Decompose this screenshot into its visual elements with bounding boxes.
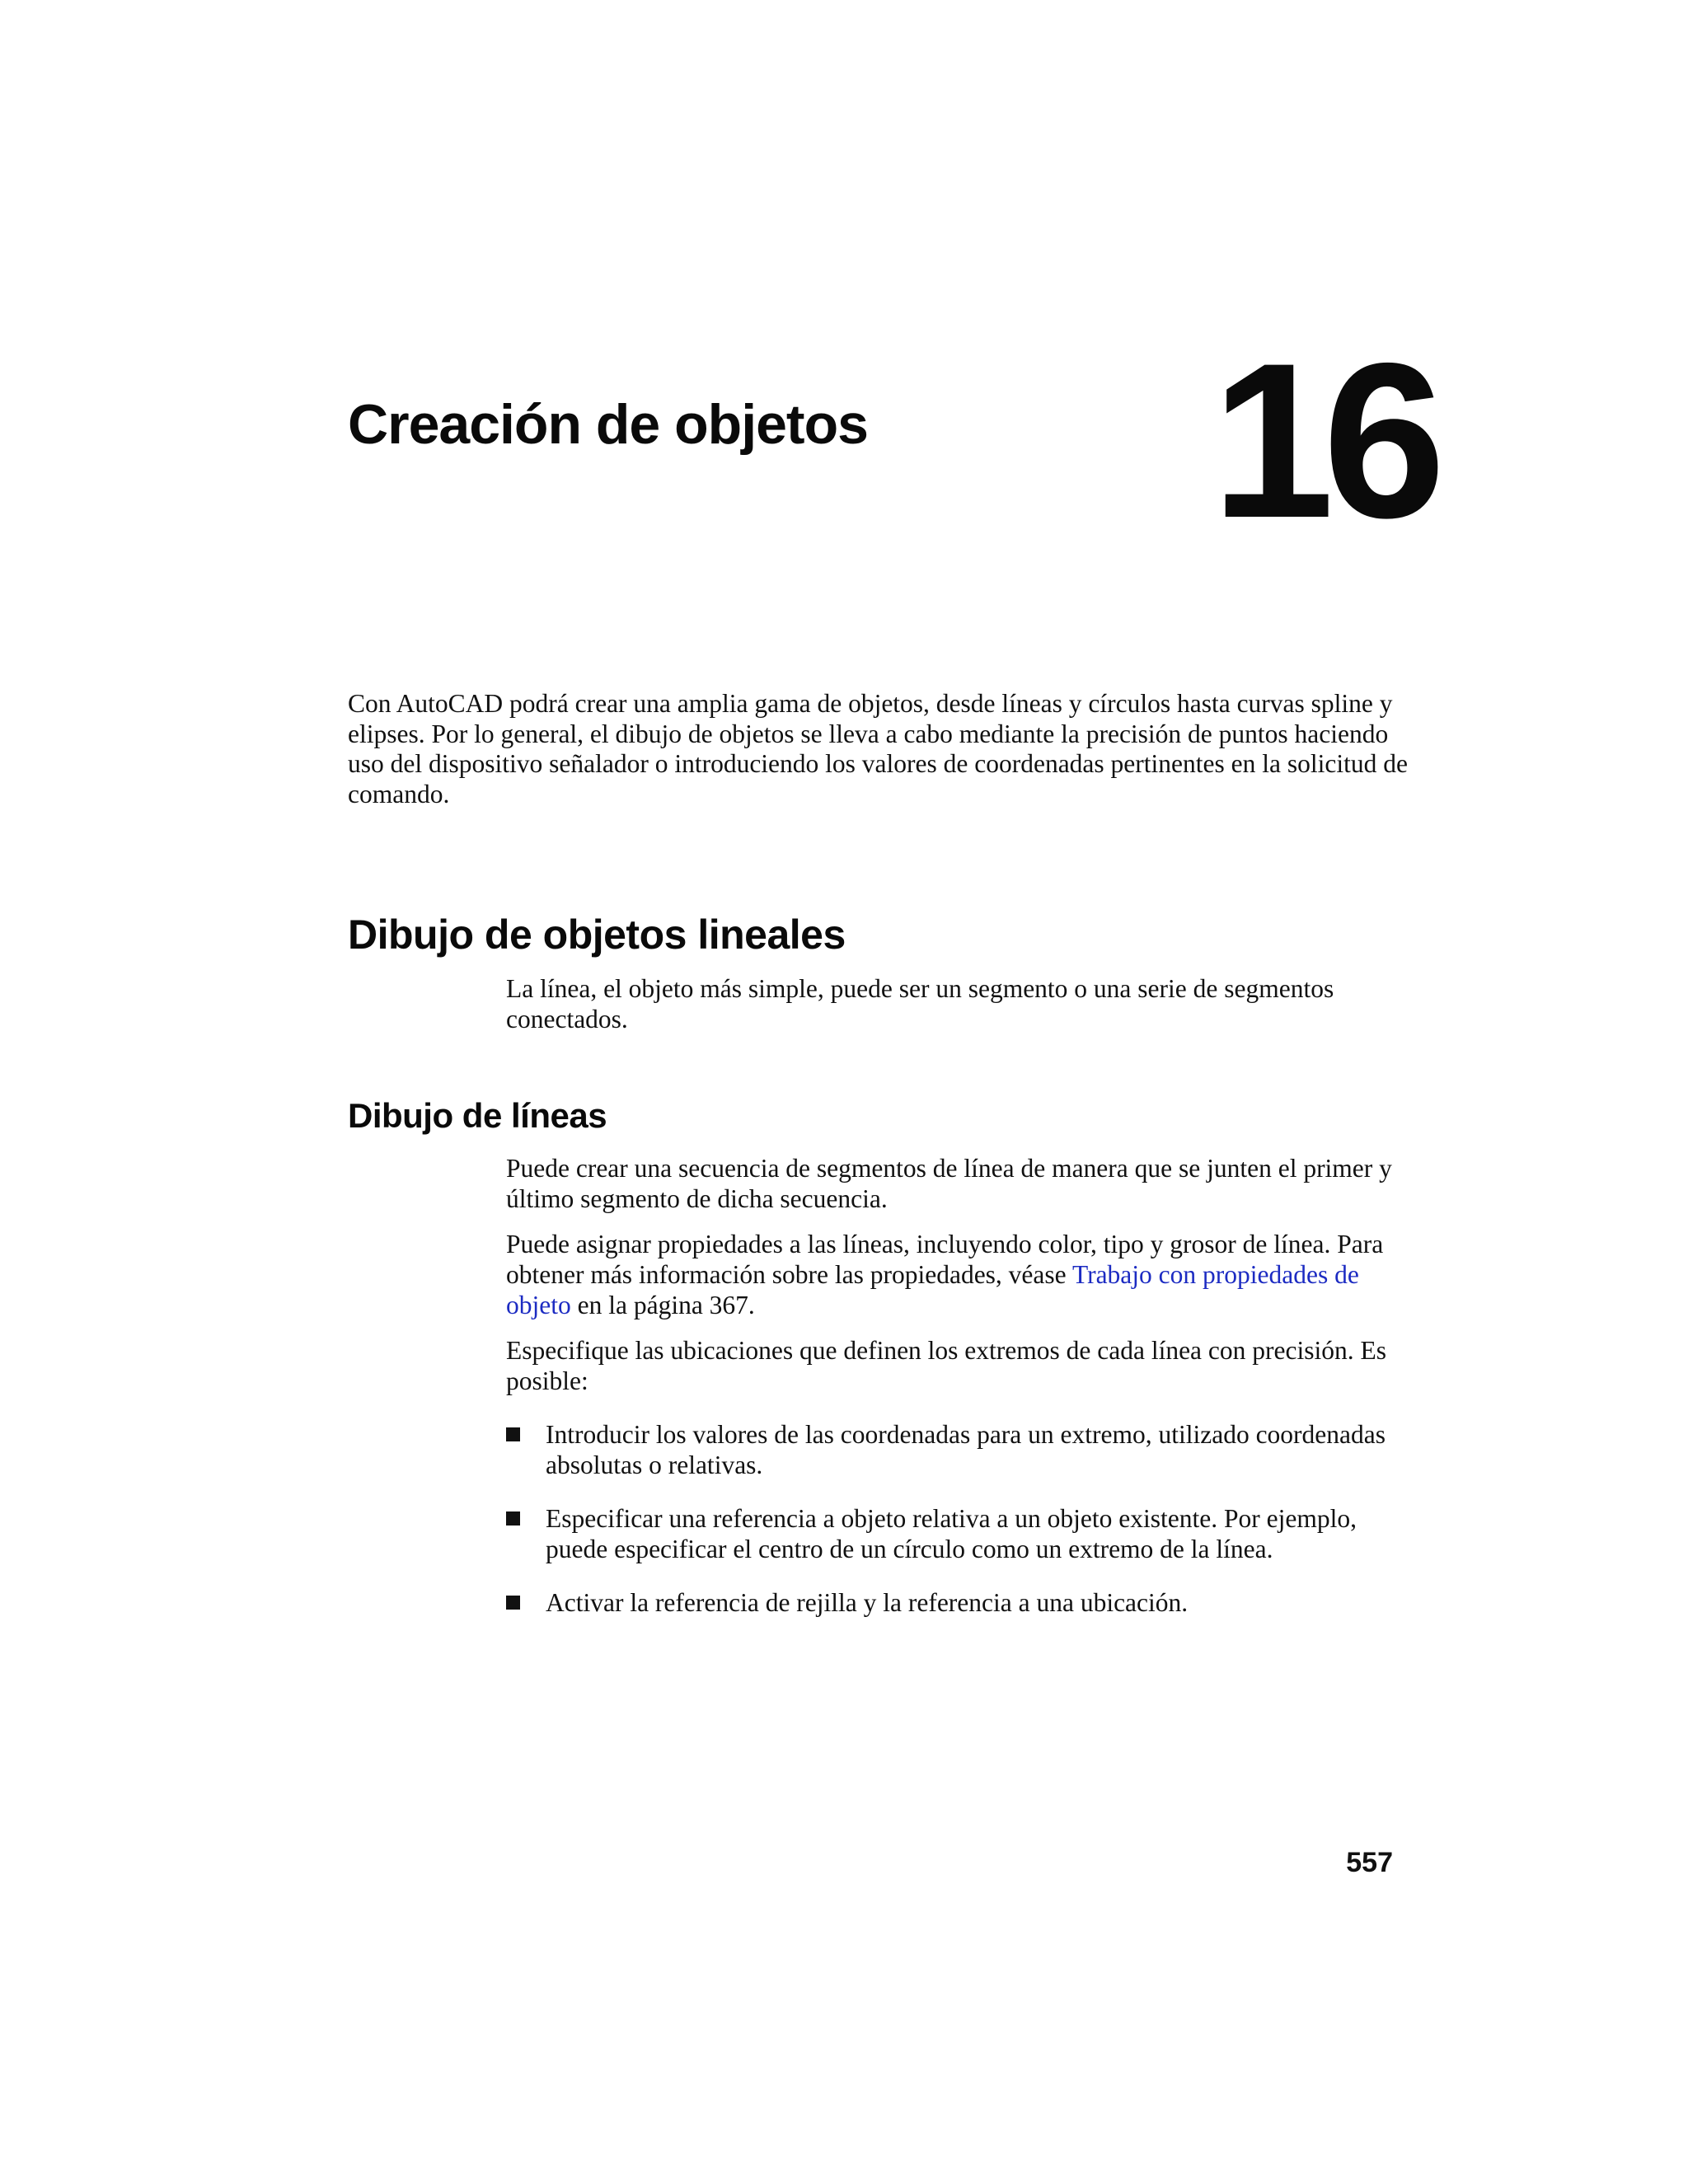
list-item — [506, 1419, 1421, 1480]
lines-paragraph-1: Puede crear una secuencia de segmentos de línea de manera que se junten el primer y último segmento de dicha secuencia. — [506, 1154, 1392, 1213]
chapter-title: Creación de objetos — [348, 393, 868, 456]
section-body-linear-objects — [506, 973, 1421, 1034]
section-heading-drawing-lines: Dibujo de líneas — [348, 1096, 607, 1135]
list-item — [506, 1503, 1421, 1564]
lines-paragraph-2 — [506, 1229, 1421, 1320]
lines-paragraph-2-page-ref: en la página 367. — [570, 1291, 755, 1319]
square-bullet-icon — [506, 1511, 520, 1526]
chapter-number: 16 — [1211, 316, 1434, 564]
list-item — [506, 1587, 1421, 1618]
square-bullet-icon — [506, 1596, 520, 1610]
lines-paragraph-3: Especifique las ubicaciones que definen los extremos de cada línea con precisión. Es posible: — [506, 1336, 1386, 1395]
section-body-drawing-lines — [506, 1153, 1421, 1641]
square-bullet-icon — [506, 1427, 520, 1441]
intro-paragraph: Con AutoCAD podrá crear una amplia gama de objetos, desde líneas y círculos hasta curvas spline y elipses. Por lo general, el dibujo de objetos se lleva a cabo mediante la precisión de puntos haciendo uso del dispositivo señalador o introduciendo los valores de coordenadas pertinentes en la solicitud de comando. — [348, 689, 1408, 808]
linear-objects-paragraph: La línea, el objeto más simple, puede ser un segmento o una serie de segmentos conectados. — [506, 974, 1334, 1033]
bullet-list — [506, 1419, 1421, 1618]
list-item-text: Especificar una referencia a objeto relativa a un objeto existente. Por ejemplo, puede especificar el centro de un círculo como un extremo de la línea. — [546, 1504, 1357, 1563]
page-number: 557 — [1346, 1847, 1393, 1878]
lines-paragraph-2-text: Puede asignar propiedades a las líneas, incluyendo color, tipo y grosor de línea. Para obtener más información sobre las propiedades, véase — [506, 1230, 1384, 1289]
section-heading-linear-objects: Dibujo de objetos lineales — [348, 912, 846, 958]
object-properties-link[interactable]: Trabajo con propiedades de objeto — [506, 1260, 1359, 1319]
list-item-text: Activar la referencia de rejilla y la referencia a una ubicación. — [546, 1588, 1189, 1617]
list-item-text: Introducir los valores de las coordenadas para un extremo, utilizado coordenadas absolutas o relativas. — [546, 1420, 1386, 1479]
